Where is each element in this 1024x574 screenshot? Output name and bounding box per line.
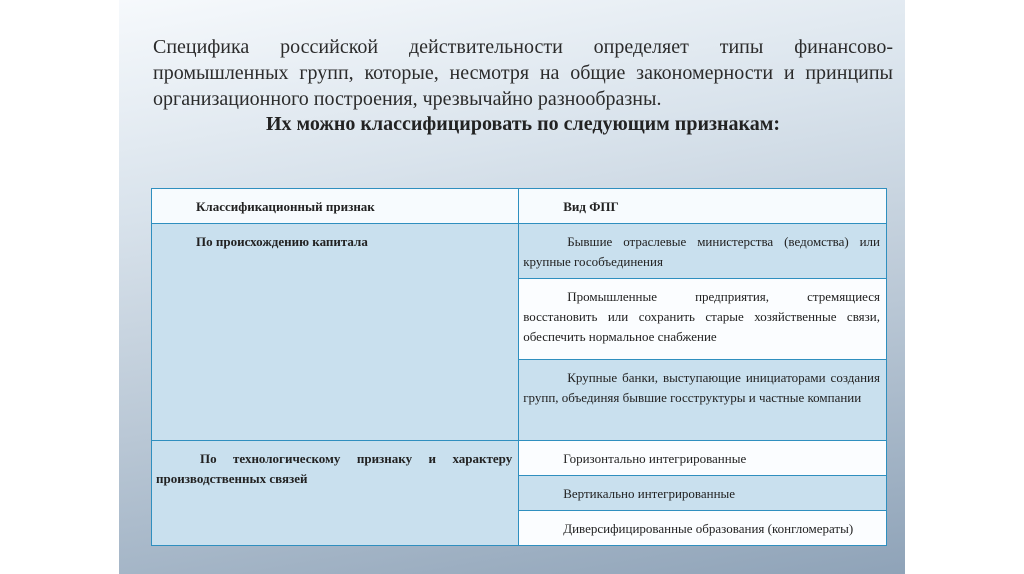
table-row xyxy=(152,441,887,476)
slide xyxy=(119,0,905,574)
type-cell: Вертикально интегрированные xyxy=(519,476,887,511)
classification-heading: Их можно классифицировать по следующим признакам: xyxy=(265,113,781,135)
table-row xyxy=(152,224,887,279)
header-type: Вид ФПГ xyxy=(519,189,887,224)
criterion-capital-origin: По происхождению капитала xyxy=(152,224,519,441)
header-criterion: Классификационный признак xyxy=(152,189,519,224)
type-cell: Крупные банки, выступающие инициаторами создания групп, объединяя бывшие госструктуры и частные компании xyxy=(519,360,887,441)
type-cell: Бывшие отраслевые министерства (ведомства) или крупные гособъединения xyxy=(519,224,887,279)
type-cell: Промышленные предприятия, стремящиеся восстановить или сохранить старые хозяйственные связи, обеспечить нормальное снабжение xyxy=(519,279,887,360)
criterion-technology: По технологическому признаку и характеру производственных связей xyxy=(152,441,519,546)
table-header-row xyxy=(152,189,887,224)
type-cell: Горизонтально интегрированные xyxy=(519,441,887,476)
type-cell: Диверсифицированные образования (конгломераты) xyxy=(519,511,887,546)
intro-paragraph: Специфика российской действительности определяет типы финансово-промышленных групп, которые, несмотря на общие закономерности и принципы организационного построения, чрезвычайно разнообразны. xyxy=(153,36,893,110)
classification-table xyxy=(151,188,887,546)
